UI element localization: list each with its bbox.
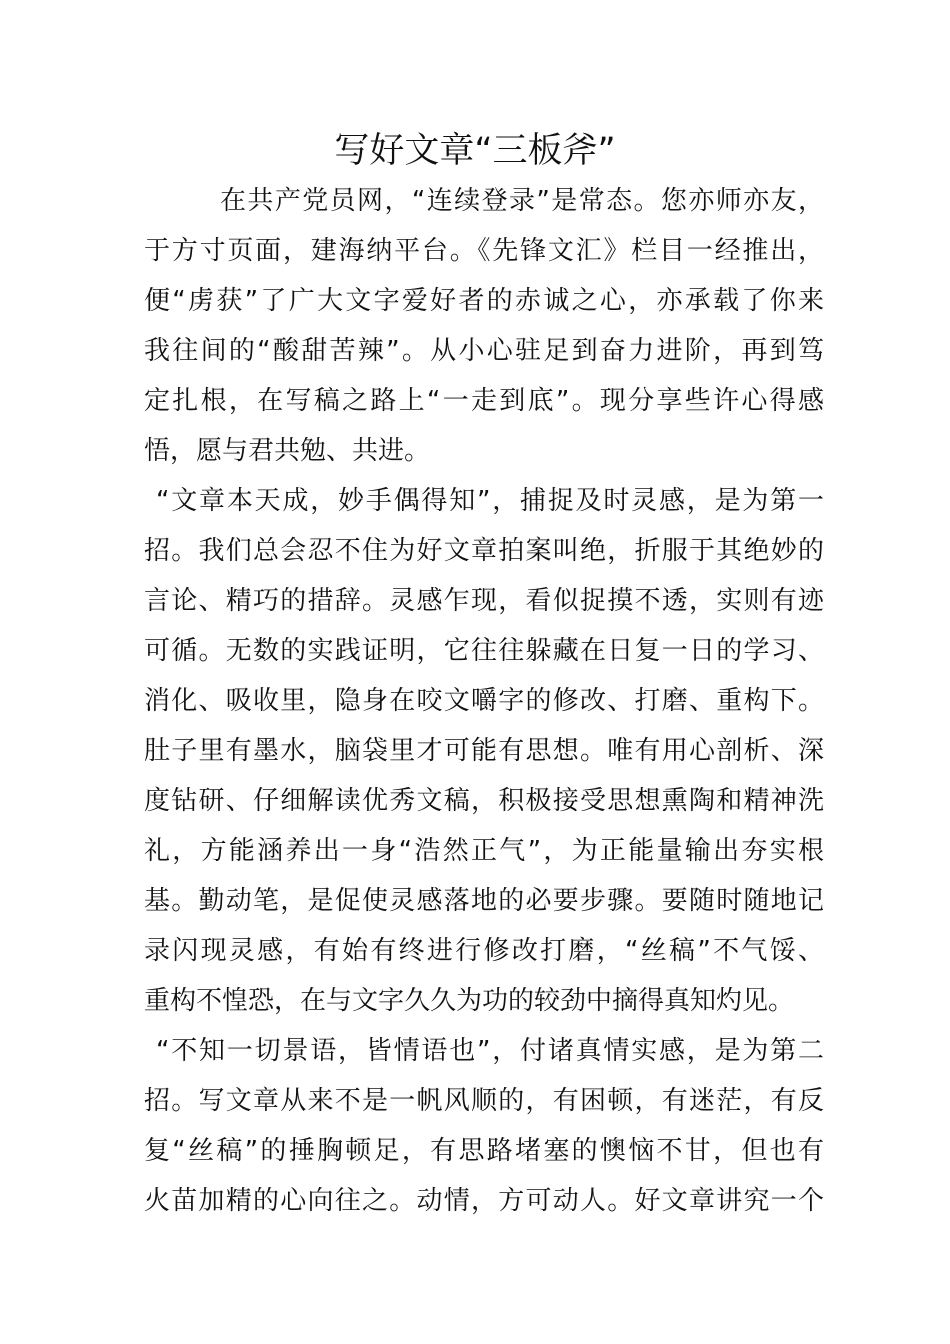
body-line: 可循。无数的实践证明，它往往躲藏在日复一日的学习、 (144, 636, 824, 666)
body-line: 基。勤动笔，是促使灵感落地的必要步骤。要随时随地记 (144, 886, 824, 916)
body-line: 悟，愿与君共勉、共进。 (144, 436, 431, 466)
body-line: 火苗加精的心向往之。动情，方可动人。好文章讲究一个 (144, 1186, 824, 1216)
body-line: 肚子里有墨水，脑袋里才可能有思想。唯有用心剖析、深 (144, 736, 824, 766)
body-line: 度钻研、仔细解读优秀文稿，积极接受思想熏陶和精神洗 (144, 786, 824, 816)
body-line: 我往间的“酸甜苦辣”。从小心驻足到奋力进阶，再到笃 (144, 336, 824, 366)
body-line: 定扎根，在写稿之路上“一走到底”。现分享些许心得感 (144, 386, 824, 416)
body-line: 复“丝稿”的捶胸顿足，有思路堵塞的懊恼不甘，但也有 (144, 1136, 824, 1166)
body-line: “不知一切景语，皆情语也”，付诸真情实感，是为第二 (156, 1036, 824, 1066)
body-line: 礼，方能涵养出一身“浩然正气”，为正能量输出夯实根 (144, 836, 824, 866)
body-line: 在共产党员网，“连续登录”是常态。您亦师亦友， (220, 186, 824, 216)
body-line: 言论、精巧的措辞。灵感乍现，看似捉摸不透，实则有迹 (144, 586, 824, 616)
document-body (144, 176, 824, 1226)
body-line: 重构不惶恐，在与文字久久为功的较劲中摘得真知灼见。 (144, 986, 795, 1016)
body-line: 录闪现灵感，有始有终进行修改打磨，“丝稿”不气馁、 (144, 936, 824, 966)
body-line: 便“虏获”了广大文字爱好者的赤诚之心，亦承载了你来 (144, 286, 824, 316)
body-line: 于方寸页面，建海纳平台。《先锋文汇》栏目一经推出， (144, 236, 824, 266)
body-line: 招。写文章从来不是一帆风顺的，有困顿，有迷茫，有反 (144, 1086, 824, 1116)
body-line: “文章本天成，妙手偶得知”，捕捉及时灵感，是为第一 (156, 486, 824, 516)
body-line: 消化、吸收里，隐身在咬文嚼字的修改、打磨、重构下。 (144, 686, 824, 716)
body-line: 招。我们总会忍不住为好文章拍案叫绝，折服于其绝妙的 (144, 536, 824, 566)
document-title: 写好文章“三板斧” (334, 131, 616, 171)
